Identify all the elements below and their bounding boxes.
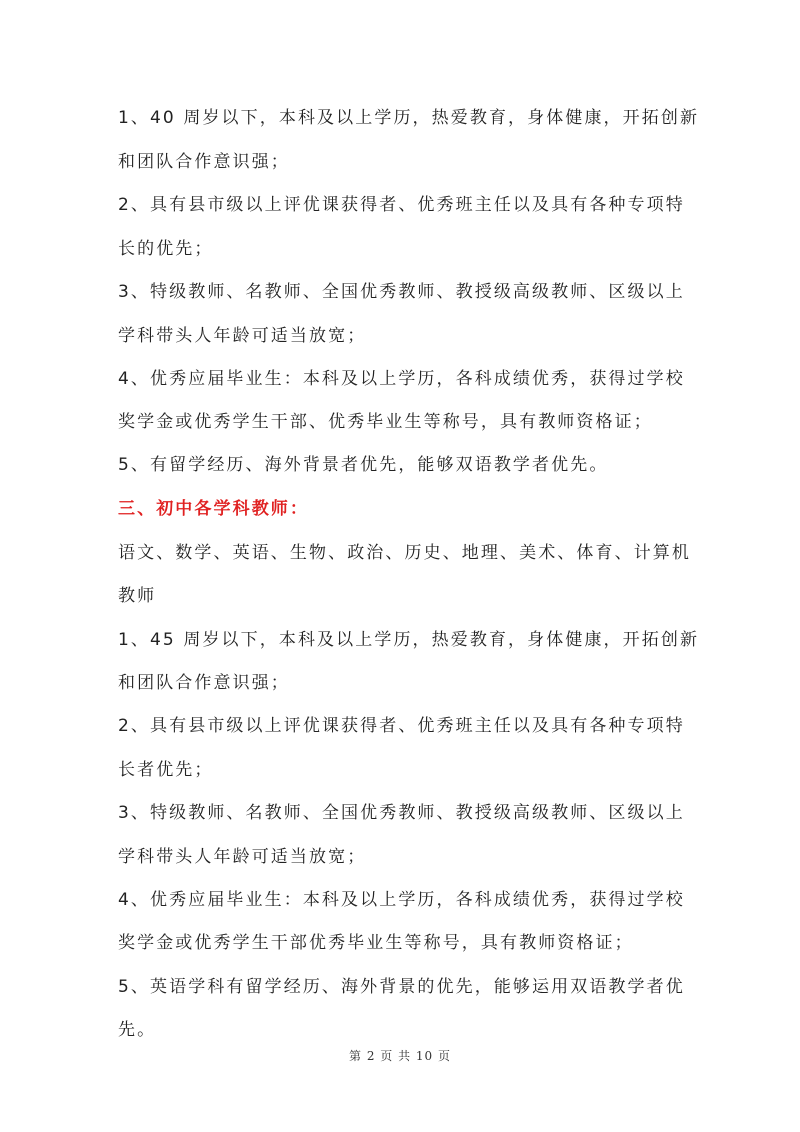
subjects-line-1: 语文、数学、英语、生物、政治、历史、地理、美术、体育、计算机 xyxy=(118,543,691,563)
item-4-line-2: 奖学金或优秀学生干部、优秀毕业生等称号，具有教师资格证； xyxy=(118,412,653,432)
item-1-line-2: 和团队合作意识强； xyxy=(118,152,290,172)
b-item-3-line-2: 学科带头人年龄可适当放宽； xyxy=(118,847,367,867)
b-item-3-line-1: 3、特级教师、名教师、全国优秀教师、教授级高级教师、区级以上 xyxy=(118,803,685,823)
b-item-1-line-2: 和团队合作意识强； xyxy=(118,673,290,693)
section-heading: 三、初中各学科教师： xyxy=(118,499,309,519)
b-item-2-line-2: 长者优先； xyxy=(118,760,214,780)
item-5-line-1: 5、有留学经历、海外背景者优先，能够双语教学者优先。 xyxy=(118,455,609,475)
b-item-4-line-1: 4、优秀应届毕业生：本科及以上学历，各科成绩优秀，获得过学校 xyxy=(118,890,685,910)
b-item-5-line-2: 先。 xyxy=(118,1020,157,1040)
b-item-5-line-1: 5、英语学科有留学经历、海外背景的优先，能够运用双语教学者优 xyxy=(118,977,685,997)
page-number-footer: 第 2 页 共 10 页 xyxy=(349,1049,451,1063)
b-item-2-line-1: 2、具有县市级以上评优课获得者、优秀班主任以及具有各种专项特 xyxy=(118,716,685,736)
b-item-1-line-1: 1、45 周岁以下，本科及以上学历，热爱教育，身体健康，开拓创新 xyxy=(118,630,700,650)
item-4-line-1: 4、优秀应届毕业生：本科及以上学历，各科成绩优秀，获得过学校 xyxy=(118,369,685,389)
subjects-line-2: 教师 xyxy=(118,586,157,606)
b-item-4-line-2: 奖学金或优秀学生干部优秀毕业生等称号，具有教师资格证； xyxy=(118,933,634,953)
item-3-line-1: 3、特级教师、名教师、全国优秀教师、教授级高级教师、区级以上 xyxy=(118,282,685,302)
item-2-line-2: 长的优先； xyxy=(118,239,214,259)
item-1-line-1: 1、40 周岁以下，本科及以上学历，热爱教育，身体健康，开拓创新 xyxy=(118,108,700,128)
item-2-line-1: 2、具有县市级以上评优课获得者、优秀班主任以及具有各种专项特 xyxy=(118,195,685,215)
item-3-line-2: 学科带头人年龄可适当放宽； xyxy=(118,326,367,346)
